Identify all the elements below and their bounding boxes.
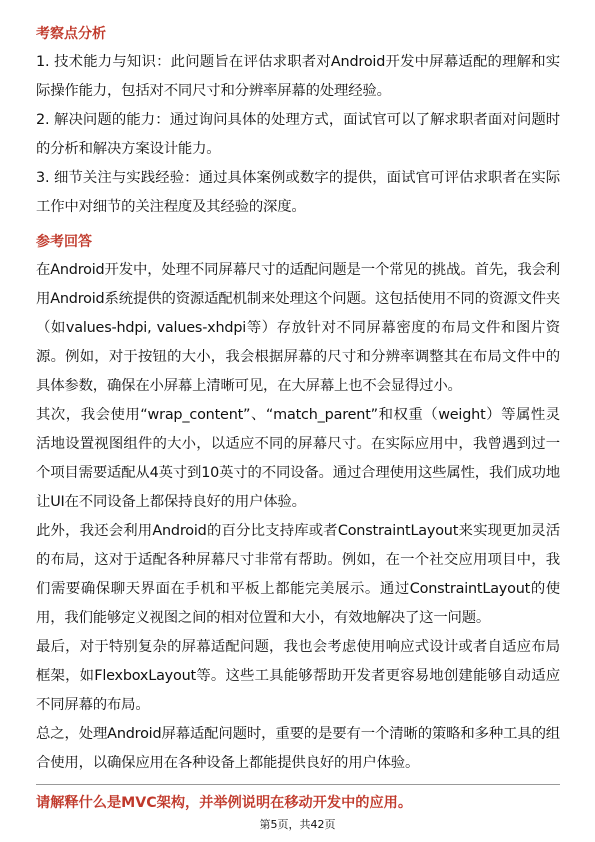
answer-heading: 参考回答 (36, 234, 92, 250)
analysis-point: 1. 技术能力与知识：此问题旨在评估求职者对Android开发中屏幕适配的理解和实际操作能力，包括对不同尺寸和分辨率屏幕的处理经验。 (36, 54, 560, 99)
content-area (36, 24, 560, 778)
answer-paragraph: 此外，我还会利用Android的百分比支持库或者ConstraintLayout来实现更加灵活的布局，这对于适配各种屏幕尺寸非常有帮助。例如，在一个社交应用项目中，我们需要确保聊天界面在手机和平板上都能完美展示。通过ConstraintLayout的使用，我们能够定义视图之间的相对位置和大小，有效地解决了这一问题。 (36, 523, 560, 626)
answer-paragraph: 在Android开发中，处理不同屏幕尺寸的适配问题是一个常见的挑战。首先，我会利用Android系统提供的资源适配机制来处理这个问题。这包括使用不同的资源文件夹（如values-hdpi, values-xhdpi等）存放针对不同屏幕密度的布局文件和图片资源。例如，对于按钮的大小，我会根据屏幕的尺寸和分辨率调整其在布局文件中的具体参数，确保在小屏幕上清晰可见，在大屏幕上也不会显得过小。 (36, 262, 560, 394)
analysis-point: 2. 解决问题的能力：通过询问具体的处理方式，面试官可以了解求职者面对问题时的分析和解决方案设计能力。 (36, 112, 560, 157)
answer-paragraph: 其次，我会使用“wrap_content”、“match_parent”和权重（weight）等属性灵活地设置视图组件的大小，以适应不同的屏幕尺寸。在实际应用中，我曾遇到过一个项目需要适配从4英寸到10英寸的不同设备。通过合理使用这些属性，我们成功地让UI在不同设备上都保持良好的用户体验。 (36, 407, 560, 510)
analysis-heading: 考察点分析 (36, 26, 106, 42)
analysis-point: 3. 细节关注与实践经验：通过具体案例或数字的提供，面试官可评估求职者在实际工作中对细节的关注程度及其经验的深度。 (36, 170, 560, 215)
answer-paragraph: 总之，处理Android屏幕适配问题时，重要的是要有一个清晰的策略和多种工具的组合使用，以确保应用在各种设备上都能提供良好的用户体验。 (36, 726, 560, 771)
page-number: 第5页，共42页 (259, 818, 336, 831)
section-divider (36, 784, 560, 785)
answer-paragraph: 最后，对于特别复杂的屏幕适配问题，我也会考虑使用响应式设计或者自适应布局框架，如FlexboxLayout等。这些工具能够帮助开发者更容易地创建能够自动适应不同屏幕的布局。 (36, 639, 560, 713)
next-question-title: 请解释什么是MVC架构，并举例说明在移动开发中的应用。 (36, 795, 413, 811)
